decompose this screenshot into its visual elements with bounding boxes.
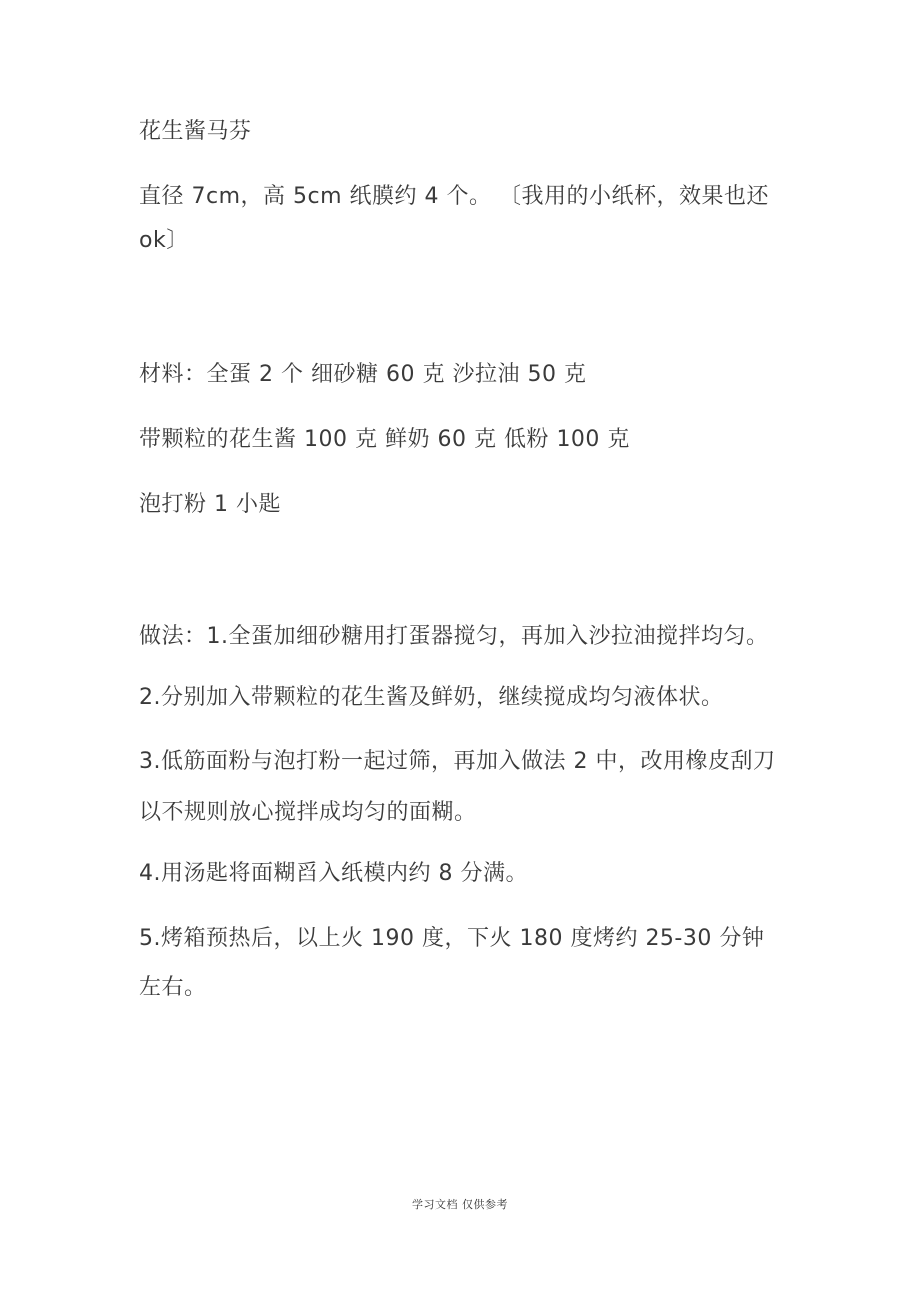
step-3: 3.低筋面粉与泡打粉一起过筛，再加入做法 2 中，改用橡皮刮刀 — [139, 749, 776, 774]
ingredients-line: 带颗粒的花生酱 100 克 鲜奶 60 克 低粉 100 克 — [139, 427, 630, 452]
step-2: 2.分别加入带颗粒的花生酱及鲜奶，继续搅成均匀液体状。 — [139, 685, 724, 710]
step-3-continued: 以不规则放心搅拌成均匀的面糊。 — [139, 800, 477, 825]
mold-size-line: 直径 7cm，高 5cm 纸膜约 4 个。 〔我用的小纸杯，效果也还 — [139, 184, 770, 209]
step-1: 做法：1.全蛋加细砂糖用打蛋器搅匀，再加入沙拉油搅拌均匀。 — [139, 624, 769, 649]
page-footer: 学习文档 仅供参考 — [412, 1198, 508, 1211]
step-5: 5.烤箱预热后，以上火 190 度，下火 180 度烤约 25-30 分钟 — [139, 926, 765, 951]
recipe-title: 花生酱马芬 — [139, 119, 252, 144]
step-5-continued: 左右。 — [139, 975, 207, 1000]
step-4: 4.用汤匙将面糊舀入纸模内约 8 分满。 — [139, 861, 528, 886]
mold-size-line-continued: ok〕 — [139, 228, 189, 253]
ingredients-line: 材料：全蛋 2 个 细砂糖 60 克 沙拉油 50 克 — [139, 362, 587, 387]
ingredients-line: 泡打粉 1 小匙 — [139, 492, 281, 517]
